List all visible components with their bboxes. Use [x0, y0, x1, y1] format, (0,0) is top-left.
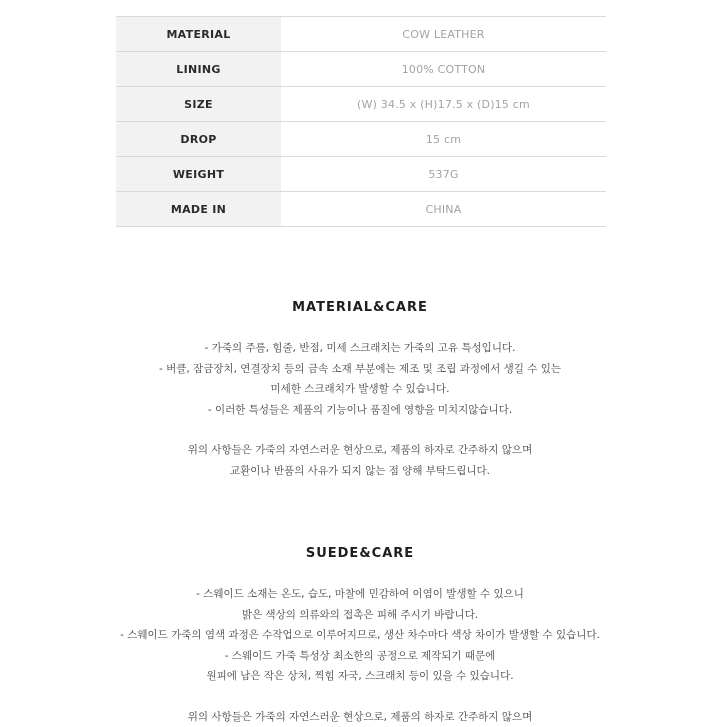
spec-label: DROP — [116, 122, 281, 157]
care-line: - 스웨이드 소재는 온도, 습도, 마찰에 민감하여 이염이 발생할 수 있으니 — [0, 584, 720, 605]
spec-row-lining — [116, 52, 606, 87]
spec-label: WEIGHT — [116, 157, 281, 192]
care-line: 밝은 색상의 의류와의 접촉은 피해 주시기 바랍니다. — [0, 605, 720, 626]
care-line: - 스웨이드 가죽 특성상 최소한의 공정으로 제작되기 때문에 — [0, 646, 720, 667]
notice-line: 교환이나 반품의 사유가 되지 않는 점 양해 부탁드립니다. — [0, 461, 720, 482]
spacer — [0, 420, 720, 440]
spacer — [0, 687, 720, 707]
spec-row-size — [116, 87, 606, 122]
spec-row-made-in — [116, 192, 606, 227]
care-line: - 스웨이드 가죽의 염색 과정은 수작업으로 이루어지므로, 생산 차수마다 색상 차이가 발생할 수 있습니다. — [0, 625, 720, 646]
spec-value: 537G — [281, 157, 606, 192]
spec-table — [116, 16, 606, 227]
section-title: SUEDE&CARE — [0, 546, 720, 562]
care-line: - 이러한 특성들은 제품의 기능이나 품질에 영향을 미치지않습니다. — [0, 400, 720, 421]
notice-line: 위의 사항들은 가죽의 자연스러운 현상으로, 제품의 하자로 간주하지 않으며 — [0, 707, 720, 727]
notice-line: 위의 사항들은 가죽의 자연스러운 현상으로, 제품의 하자로 간주하지 않으며 — [0, 440, 720, 461]
spec-label: MADE IN — [116, 192, 281, 227]
care-line: 원피에 남은 작은 상처, 찍힘 자국, 스크래치 등이 있을 수 있습니다. — [0, 666, 720, 687]
spec-value: 100% COTTON — [281, 52, 606, 87]
spec-label: SIZE — [116, 87, 281, 122]
spec-value: (W) 34.5 x (H)17.5 x (D)15 cm — [281, 87, 606, 122]
suede-care-section — [0, 546, 720, 727]
section-title: MATERIAL&CARE — [0, 300, 720, 316]
spec-value: CHINA — [281, 192, 606, 227]
spec-row-drop — [116, 122, 606, 157]
care-line: - 버클, 잠금장치, 연결장치 등의 금속 소재 부분에는 제조 및 조립 과정에서 생길 수 있는 — [0, 359, 720, 380]
spec-value: 15 cm — [281, 122, 606, 157]
spec-row-material — [116, 17, 606, 52]
spec-label: LINING — [116, 52, 281, 87]
care-line: 미세한 스크래치가 발생할 수 있습니다. — [0, 379, 720, 400]
material-care-section — [0, 300, 720, 481]
spec-label: MATERIAL — [116, 17, 281, 52]
spec-row-weight — [116, 157, 606, 192]
care-line: - 가죽의 주름, 힘줄, 반점, 미세 스크래치는 가죽의 고유 특성입니다. — [0, 338, 720, 359]
spec-value: COW LEATHER — [281, 17, 606, 52]
